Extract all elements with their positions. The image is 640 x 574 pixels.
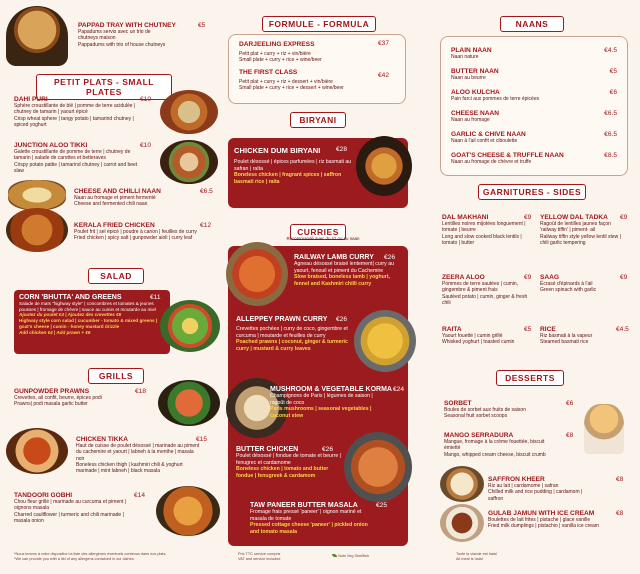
- item-title: ALOO KULCHA: [451, 89, 500, 96]
- legend-text: Nuts Veg Shellfish: [338, 554, 369, 558]
- dahi-item: [14, 96, 140, 128]
- item-title: CHICKEN DUM BIRYANI: [234, 146, 321, 155]
- item-price: €11: [150, 294, 161, 301]
- item-desc: Crevettes pochées | curry de coco, gingembre et curcuma | moutarde et feuilles de curry: [236, 326, 348, 339]
- cheese-chilli-item: [74, 188, 204, 208]
- item-price: €26: [384, 254, 396, 261]
- sorbet-glass-image: [584, 404, 624, 454]
- item-title: RAILWAY LAMB CURRY: [294, 254, 374, 261]
- section-title-desserts: DESSERTS: [496, 370, 564, 386]
- item-price: €8.5: [604, 152, 617, 159]
- item-price: €5: [609, 68, 617, 75]
- item-title: THE FIRST CLASS: [239, 68, 298, 76]
- corn-salad-card: [14, 290, 170, 354]
- item-price: €4.5: [616, 326, 629, 333]
- item-price: €42: [378, 72, 390, 79]
- serradura-item: [444, 432, 552, 458]
- section-title-curries: CURRIES: [290, 224, 346, 240]
- item-price: €4.5: [604, 47, 617, 54]
- item-price: €25: [376, 502, 388, 509]
- section-title-sides: GARNITURES - SIDES: [478, 184, 586, 200]
- chicken-tikka-image: [6, 428, 68, 474]
- item-title: DAHI PURI: [14, 96, 48, 103]
- item-price: €37: [378, 40, 390, 47]
- item-desc: Naan à l'ail confit et ciboulette: [451, 138, 518, 144]
- item-desc-en: Poached prawns | coconut, ginger & turmeric curry | mustard & curry leaves: [236, 339, 348, 352]
- prawn-curry-image: [354, 310, 416, 372]
- item-price: €14: [134, 492, 146, 499]
- item-title: JUNCTION ALOO TIKKI: [14, 142, 88, 149]
- item-desc: Crevettes, ail confit, beurre, épices podi Prawns| podi masala garlic butter: [14, 395, 102, 408]
- cheese-naan-image: [8, 180, 66, 210]
- item-title: BUTTER NAAN: [451, 68, 499, 75]
- item-title: SORBET: [444, 400, 472, 407]
- gobhi-item: [14, 492, 138, 524]
- gulab-item: [488, 510, 614, 530]
- item-title: GARLIC & CHIVE NAAN: [451, 131, 526, 138]
- item-desc-en: Paris mushrooms | seasonal vegetables | coconut stew: [270, 406, 372, 419]
- item-desc: Sphère croustillante de blé | pomme de terre acidulée | chutney de tamarin | yaourt épicé Crisp wheat sphere | tangy potato | tamarind chutney | spiced yoghurt: [14, 103, 136, 128]
- item-title: GUNPOWDER PRAWNS: [14, 388, 90, 395]
- gobhi-image: [156, 486, 220, 536]
- section-title-formula: FORMULE - FORMULA: [262, 16, 376, 32]
- item-price: €6: [609, 89, 617, 96]
- item-desc: Poulet désossé | épices parfumées | riz basmati au safran | raïta: [234, 159, 352, 172]
- gunpowder-item: [14, 388, 147, 408]
- item-desc: Boulettes de lait frites | pistache | glace vanille Fried milk dumplings | pistachio | vanilla ice cream: [488, 517, 599, 530]
- item-title: TANDOORI GOBHI: [14, 492, 73, 499]
- item-price: €9: [524, 214, 532, 221]
- item-price: €24: [393, 386, 405, 393]
- section-title-naans: NAANS: [500, 16, 564, 32]
- item-desc: Pain farci aux pommes de terre épicées: [451, 96, 540, 102]
- item-title: MUSHROOM & VEGETABLE KORMA: [270, 386, 392, 393]
- item-desc: Naan au fromage et piment fermenté Cheese and fermented chili naan: [74, 195, 156, 208]
- item-desc-en: Highway style corn salad | cucumber - tomato & mixed greens | goat's cheese | cumin - honey mustard drizzle: [19, 318, 158, 329]
- item-price: €9: [524, 274, 532, 281]
- item-price: €8: [616, 510, 624, 517]
- korma-item: [270, 386, 408, 419]
- dahi-puri-image: [160, 90, 218, 134]
- item-desc-en: Boneless chicken | fragrant spices | saffron basmati rice | raita: [234, 172, 342, 185]
- item-desc: Papadums servis avec un trio de chutneys maison Pappadums with trio of house chutneys: [78, 29, 166, 48]
- item-price: €26: [336, 316, 348, 323]
- curries-subtitle: Recommandé avec du riz ou du naan: [286, 236, 360, 241]
- item-desc: Riz au lait | cardamome | safran Chilled milk and rice pudding | cardamom | saffron: [488, 483, 583, 502]
- item-price: €6.5: [604, 110, 617, 117]
- item-title: DARJEELING EXPRESS: [239, 41, 315, 48]
- item-title: DAL MAKHANI: [442, 214, 489, 221]
- item-title: RICE: [540, 326, 556, 333]
- gulab-jamun-image: [440, 504, 484, 542]
- section-title-small-plates: PETIT PLATS - SMALL PLATES: [36, 74, 172, 100]
- item-price: €28: [336, 146, 348, 153]
- kerala-item: [74, 222, 200, 242]
- veg-icon: [332, 554, 337, 557]
- item-title: GOAT'S CHEESE & TRUFFLE NAAN: [451, 152, 564, 159]
- item-title: CHEESE NAAN: [451, 110, 499, 117]
- aloo-tikki-item: [14, 142, 140, 174]
- corn-salad-image: [160, 300, 220, 352]
- naan-item: [451, 47, 617, 68]
- kheer-image: [440, 466, 484, 502]
- item-price: €9: [620, 274, 628, 281]
- item-desc: Salade de maïs "highway style" | concombres et tomates & jeunes pousses | fromage de chèvre | sauce au cumin et moutarde au miel: [19, 301, 156, 312]
- item-title: CORN 'BHUTTA' AND GREENS: [19, 294, 122, 301]
- butter-chicken-image: [344, 432, 412, 502]
- item-title: YELLOW DAL TADKA: [540, 214, 608, 221]
- item-price: €26: [322, 446, 334, 453]
- item-price: €6.5: [604, 131, 617, 138]
- naan-item: [451, 89, 617, 110]
- item-title: RAITA: [442, 326, 462, 333]
- item-desc: Lentilles noires mijotées longuement | tomate | beurre Long and slow cooked black lentils | tomato | butter: [442, 221, 526, 246]
- item-title: KERALA FRIED CHICKEN: [74, 222, 155, 229]
- item-title: BUTTER CHICKEN: [236, 446, 299, 453]
- sorbet-item: [444, 400, 564, 420]
- item-price: €8: [566, 432, 574, 439]
- section-title-grills: GRILLS: [88, 368, 144, 384]
- lamb-curry-image: [226, 242, 288, 306]
- item-desc: Boules de sorbet aux fruits de saison Seasonal fruit sorbet scoops: [444, 407, 526, 420]
- item-title: PLAIN NAAN: [451, 47, 492, 54]
- aloo-tikki-image: [160, 140, 218, 184]
- item-desc-en: Slow braised, boneless lamb | yoghurt, fennel and Kashmiri chilli curry: [294, 274, 390, 287]
- yellow-dal-item: [540, 214, 626, 246]
- biryani-image: [356, 136, 412, 196]
- pappad-item: [78, 22, 228, 48]
- item-addon: Ajoutez du poulet €4 | Ajoutez des crevettes €6: [19, 312, 122, 318]
- naan-item: [451, 110, 617, 131]
- item-price: €10: [140, 142, 152, 149]
- item-price: €12: [200, 222, 212, 229]
- item-addon-en: Add chicken €4 | Add prawn + €6: [19, 329, 91, 335]
- item-title: SAAG: [540, 274, 560, 281]
- item-desc-en: Small plate + curry + rice + wine/beer: [239, 57, 322, 64]
- prawns-image: [158, 380, 220, 426]
- item-desc: Poulet désossé | fondue de tomate et beurre | fenugrec et cardamome: [236, 453, 342, 466]
- section-title-salad: SALAD: [88, 268, 144, 284]
- naans-panel: [440, 36, 628, 176]
- section-title-biryani: BIRYANI: [290, 112, 346, 128]
- item-price: €5: [198, 22, 206, 29]
- item-desc: Naan au fromage de chèvre et truffe: [451, 159, 532, 165]
- item-title: CHEESE AND CHILLI NAAN: [74, 188, 161, 195]
- raita-item: [442, 326, 528, 346]
- rice-item: [540, 326, 620, 346]
- dietary-legend: [330, 554, 369, 559]
- item-price: €6: [566, 400, 574, 407]
- kerala-chicken-image: [6, 208, 68, 252]
- price-note: Prix TTC service compris VAT and service included: [238, 552, 281, 561]
- naan-item: [451, 68, 617, 89]
- allergen-note: *Nous tenons à votre disposition la liste des allergènes éventuels contenus dans nos plats. *We can provide you with a list of any allergens contained in our dishes.: [14, 552, 167, 561]
- item-desc: Pommes de terre sautées | cumin, gingembre & piment frais Sautéed potato | cumin, ginger & fresh chili: [442, 281, 528, 306]
- item-desc-en: Pressed cottage cheese 'paneer' | pickled onion and tomato masala: [250, 522, 368, 535]
- item-desc-en: Boneless chicken | tomato and butter fondue | fenugreek & cardamom: [236, 466, 329, 479]
- item-desc: Petit plat + curry + riz + dessert + vin/bière: [239, 78, 333, 85]
- item-title: ZEERA ALOO: [442, 274, 485, 281]
- naan-item: [451, 152, 617, 173]
- item-desc: Écrasé d'épinards à l'ail Green spinach with garlic: [540, 281, 597, 294]
- item-desc: Galette croustillante de pomme de terre | chutney de tamarin | salade de carottes et betteraves Crispy potato pattie | tamarind chutney | carrot and beet slaw: [14, 149, 138, 174]
- item-desc: Agneau désossé braisé lentement| curry au yaourt, fenouil et piment du Cachemire: [294, 261, 394, 274]
- saag-item: [540, 274, 620, 294]
- item-price: €10: [140, 96, 152, 103]
- naan-item: [451, 131, 617, 152]
- item-desc: Ragoût de lentilles jaunes façon 'railway tiffin' | piment- ail Railway tiffin style yellow lentil stew | chili garlic tempering: [540, 221, 621, 246]
- item-title: GULAB JAMUN WITH ICE CREAM: [488, 510, 595, 517]
- item-desc: Yaourt fouetté | cumin grillé Whisked yoghurt | toasted cumin: [442, 333, 515, 346]
- item-price: €9: [620, 214, 628, 221]
- naan-list: [451, 47, 617, 173]
- item-desc: Naan au fromage: [451, 117, 490, 123]
- item-desc: Champignons de Paris | légumes de saison | ragoût de coco: [270, 393, 373, 406]
- item-desc: Riz basmati à la vapeur Steamed basmati rice: [540, 333, 593, 346]
- item-desc: Poulet frit | sel épicé | poudre à canon | feuilles de curry Fried chicken | spicy salt | gunpowder aioli | curry leaf: [74, 229, 197, 242]
- item-title: CHICKEN TIKKA: [76, 436, 129, 443]
- item-desc: Fromage frais pressé 'paneer' | oignon mariné et masala de tomate: [250, 509, 362, 522]
- item-title: ALLEPPEY PRAWN CURRY: [236, 316, 328, 323]
- dal-item: [442, 214, 532, 246]
- item-desc: Naan nature: [451, 54, 479, 60]
- item-price: €6.5: [200, 188, 213, 195]
- zeera-item: [442, 274, 528, 306]
- item-price: €5: [524, 326, 532, 333]
- item-desc: Haut de cuisse de poulet désossé | marinade au piment du cachemire et yaourt | labneh à la menthe | masala noir Boneless chicken thigh | kashmiri chili & yoghurt marinade | mint labneh | black masala: [76, 443, 200, 474]
- item-title: SAFFRON KHEER: [488, 476, 545, 483]
- item-desc: Chou fleur grillé | marinade au curcuma et piment | oignons masala Charred cauliflower | turmeric and chili marinade | masala onion: [14, 499, 127, 524]
- item-title: TAW PANEER BUTTER MASALA: [250, 502, 358, 509]
- halal-note: Toute la viande est halal All meat is halal: [456, 552, 497, 561]
- pappad-image: [6, 6, 68, 66]
- tikka-item: [76, 436, 202, 474]
- item-desc-en: Small plate + curry + rice + dessert + wine/beer: [239, 84, 344, 91]
- kheer-item: [488, 476, 598, 502]
- item-price: €8: [616, 476, 624, 483]
- item-title: MANGO SERRADURA: [444, 432, 514, 439]
- item-price: €15: [196, 436, 208, 443]
- item-price: €18: [135, 388, 147, 395]
- item-desc: Petit plat + curry + riz + vin/bière: [239, 51, 311, 57]
- item-title: PAPPAD TRAY WITH CHUTNEY: [78, 22, 176, 29]
- item-desc: Naan au beurre: [451, 75, 486, 81]
- item-desc: Mangue, fromage à la crème fouettée, biscuit émietté Mango, whipped cream cheese, biscuit crumb: [444, 439, 546, 458]
